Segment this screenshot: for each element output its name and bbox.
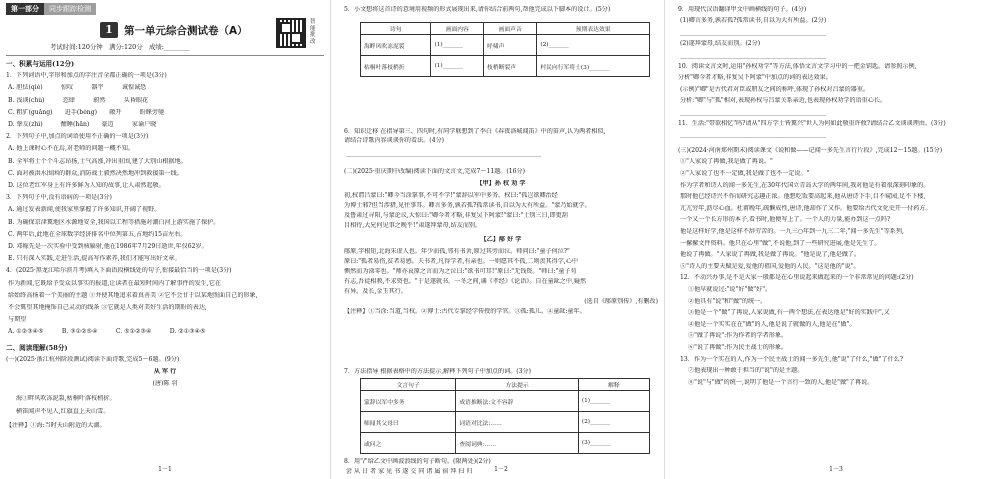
test-meta: 考试时间:120分钟 满分:120分 成绩:________ (50, 43, 190, 51)
p1-line: (一)(2025·浙江杭州阶段测试)阅读下面诗歌,完成5～6题。(9分) (6, 355, 180, 363)
track-label: 同步跟踪检测 (44, 3, 96, 15)
p1-line: 4．(2025·黑龙江哈尔滨月考)填入下面语段横线处的句子,衔接最恰当的一项是(3分) (6, 267, 232, 275)
method-table-cell: (1)_______ (578, 391, 649, 412)
p3-line: (三)(2024·河南郑州期末)阅读课文《说和做——记闻一多先生言行片段》,完成12～15题。(15分) (678, 146, 943, 154)
p3-line: (1)卿言多务,孰若孤?孤常读书,自以为大有所益。(2分) (680, 17, 827, 25)
method-table-row (361, 412, 650, 433)
p3-line: ________________________________________________ (680, 28, 827, 36)
p1-line: A. 通过发表新闻,使我家里掌握了许多知识,开阔了视野。 (8, 206, 161, 214)
p3-line: ④他是一个实实在在"做"的人,他是说了就做的人,他是在"做"。 (688, 320, 856, 328)
p2-line: 6．知识迁移 在指导第三、四句时,有同学联想到了李白《春夜洛城闻笛》中的笛声,认为两者相似, (344, 128, 606, 135)
script-table-row (361, 56, 650, 77)
p3-line: ⑤"做了再说":作为作者的学者形象。 (688, 332, 788, 340)
p1-line: B. 浅谈(chù) 恣肆 蔚然 头昏眼花 (8, 96, 149, 104)
p1-line: C. 粗犷(guǎng) 迸手(bèng) 敞开 盼睐旁驰 (8, 108, 165, 116)
p2-line: 原曰:"孤者易伤,贫者易感。夫书者,凡得学者,有亲也。一则愿其不孤,二则羡其得学,心中 (344, 258, 578, 265)
method-table-cell: 或问之 (361, 433, 456, 454)
p3-line: ________________________________________________ (680, 51, 827, 59)
p3-line: (2)遂拜蒙母,结友而别。(2分) (680, 40, 761, 48)
p3-line: ________________________________________________ (680, 108, 827, 116)
method-table-cell: 蒙辞以军中多务 (361, 391, 456, 412)
p2-line: (选自《邴原别传》,有删改) (584, 298, 658, 305)
p3-line: ⑦他表现出一种敢于担当的"说"的是主题。 (688, 367, 804, 375)
p3-line: ⑤"诗人的主要天赋是爱,爱他的祖国,爱他的人民。"这是他的"说"。 (680, 262, 860, 270)
p1-line: D. 邓稼先是一次实验中受到核辐射,他在1986年7月29日逝世,年仅62岁。 (8, 243, 208, 250)
p3-line: 12．不动兴办事,是不是大家一般都是在心里说起来做起来的一个非常常见的问题:(2分) (680, 274, 914, 282)
p1-line: E. 只有深入实践,走进生活,提高写作素养,我们才能写出好文章。 (8, 255, 181, 263)
page-title: 第一单元综合测试卷（A） (124, 24, 248, 37)
qr-label: 智能批改 (310, 19, 316, 45)
script-table-row (361, 35, 650, 56)
p1-line: B. 为确保京津冀地区水源地安全,我国以工程等措施对潮白河上游实施了保护。 (8, 218, 220, 226)
method-table-header: 方法提示 (456, 379, 578, 391)
p1-line: 从 军 行 (153, 368, 177, 375)
p2-line: 邴原,字根矩,北海朱虚人也。年少而孤,邻有书舍,原过其旁而泣。师问曰:"童子何泣?" (344, 248, 570, 255)
p3-line: ①他早就说过:"说"好"做"好"。 (688, 286, 772, 293)
p3-line: ________________________________________________ (680, 131, 827, 139)
p1-line: A. 他上课时心不在焉,对老师的问题一概不知。 (8, 145, 134, 153)
p3-line: 他说了再做。"人家说了再做,我是做了再说。"他是说了,他是做了。 (680, 251, 861, 259)
part-label: 第一部分 (6, 3, 44, 15)
script-design-table (360, 22, 650, 77)
p1-line: 【注释】①海:当时天山附近的大湖。 (6, 421, 106, 429)
p1-line: 1．下列词语中,字形和加点的字注音全都正确的一项是(3分) (6, 72, 167, 80)
method-table-cell: (3)_______ (578, 433, 649, 454)
p3-line: ⑧"说"与"做"的统一,说明了他是一个言行一致的人,他是"做"了再说。 (688, 378, 874, 386)
p1-line: C. 两年后,此地在全球数字经济排名中位列第五,占地约15亩左右。 (8, 230, 187, 238)
p1-line: 横笛闻声不见人,红旗直上天山雪。 (16, 407, 110, 415)
p1-line: B. 全军将士个个斗志昂扬,士气高涨,冲出重围,建了大别山根据地。 (8, 157, 187, 165)
p2-line: 【注释】①当涂:当道,当权。②博士:古代专掌经学传授的学官。③孤:孤儿。④童龀:童年。 (344, 308, 586, 315)
section-banner (6, 3, 96, 15)
p3-line: (示例)"卿"是古代君对臣或朋友之间的称呼,体现了孙权对吕蒙的器重。 (680, 85, 870, 93)
p2-line: 7．方法指导 根据表格中的方法提示,解释下列句子中加点的词。(3分) (344, 368, 532, 375)
p1-line: A. 胆怯(qiè) 惊叹 器宇 诚惶诚恐 (8, 84, 147, 92)
p3-line: 一摞摞文件资料。他只在心里"做",不说他,到了一些研究进展,他是先生了。 (680, 239, 881, 247)
p1-line: 二、阅读理解(58分) (6, 343, 68, 352)
script-table-header: 画面声音 (484, 23, 537, 35)
method-table-row (361, 391, 650, 412)
p2-line: 有异。及长,金玉其行。 (344, 288, 407, 295)
p1-line: 与期望 (8, 316, 27, 324)
method-table-header: 解释 (578, 379, 649, 391)
p1-line: 一、积累与运用(12分) (6, 60, 75, 68)
page-footer: 1－2 (494, 466, 508, 473)
p3-line: 13．作为一个实在的人,作为一个民主战士的闻一多先生,他"说"了什么,"做"了什么? (680, 355, 904, 363)
method-table-cell: 查阅词典:…… (456, 433, 578, 454)
script-table-cell: 海畔风吹冻泥裂 (361, 35, 431, 56)
p3-line: 他是这样好学,他是这样不辞劳苦的。一九三○年到一九三二年,"闻一多先生"等系列, (680, 228, 904, 235)
divider (6, 55, 324, 56)
p2-line: 【乙】邴 好 学 (480, 236, 522, 243)
p2-line: 请结合诗歌内容谈谈你的看法。(4分) (344, 137, 445, 144)
script-table-header: 预期表达效果 (537, 23, 650, 35)
p2-line: 有志,吾徒相教,不求资也。"于是遂就书。一冬之间,诵《孝经》《论语》。自在童龀之中,嶷然 (344, 278, 587, 285)
p3-line: ②他具有"说"和"做"的统一。 (688, 297, 767, 305)
p3-line: ③他是一个"做"了再说,人家说做,有一两个想法,在表达他是"好的实践中",又 (688, 309, 890, 317)
script-table-cell: (2)_______ (537, 35, 650, 56)
p1-line: D. 挚友(zhì) 酣睡(hān) 豪迈 家谕户晓 (8, 121, 157, 128)
p1-line: 2．下列句子中,加点的词语使用不正确的一项是(3分) (6, 133, 149, 141)
test-number: 1 (100, 22, 118, 38)
p2-line: 初,权谓吕蒙曰:"卿今当涂掌事,不可不学!"蒙辞以军中多务。权曰:"孤岂欲卿治经 (344, 192, 558, 199)
p3-line: ②"人家说了也不一定做,我是做了也不一定说。" (680, 170, 810, 177)
page-footer: 1－3 (829, 466, 843, 473)
script-table-header: 诗句 (361, 23, 431, 35)
p3-line: 作为学者和诗人的闻一多先生,在30年代国立青岛大学的两年间,我对他是有着很深刻印象的。 (680, 181, 930, 189)
p1-line: 作为新闻,它既给予受众以事实的报道,让读者在最短时间内了解事件的发生,它在 (8, 279, 221, 287)
method-table-cell: (2)_______ (578, 412, 649, 433)
p1-line: 给始终高扬着一个美丽的主题 ①并使其地追求着真善美 ②它不会甘于以某地照面自己的形象, (8, 291, 258, 299)
p3-line: ⑥"说了再做":作为民主战士的形象。 (688, 344, 788, 351)
p1-line: A. ①②③④⑤ B. ③①②⑤④ C. ⑤①②③④ D. ②①③④⑤ (8, 328, 206, 336)
p3-line: 那时他已经诗兴不作而研究志趣正浓。他想吃饭要高起来,他从唐诗下手,目不窥园,足不下楼, (680, 193, 926, 201)
script-table-cell: 枯桐叶落枝梢折 (361, 56, 431, 77)
p1-line: D. 这位老红军身上有许多鲜为人知的故事,让人肃然起敬。 (8, 182, 165, 189)
script-table-cell: 呼啸声 (484, 35, 537, 56)
page-1 (0, 0, 331, 479)
p3-line: 9．用现代汉语翻译甲文中画横线的句子。(4分) (678, 6, 807, 13)
method-table-header: 文言句子 (361, 379, 456, 391)
script-table-cell: 枝梢断裂声 (484, 56, 537, 77)
p2-line: 8．用"/"给乙文中画波浪线的句子断句。(限两处)(2分) (344, 458, 491, 465)
page-footer: 1－1 (158, 466, 172, 473)
script-table-cell: (1)_______ (431, 56, 484, 77)
p2-line: 目相待,大兄何见事之晚乎!"肃遂拜蒙母,结友而别。 (344, 222, 482, 229)
script-table-header: 画面内容 (431, 23, 484, 35)
p3-line: 一个又一个长方形的本子,看书时,他便写上了。一个人的力量,能办到这一点吗? (680, 216, 891, 224)
method-table (360, 378, 650, 454)
method-table-cell: 词语对比法:…… (456, 412, 578, 433)
p3-line: ①"人家说了再做,我是做了再说。" (680, 158, 773, 166)
p1-line: (唐)陈 羽 (152, 380, 178, 388)
p2-line: 尝 从 日 者 家 见 书 遂 交 同 诸 属 宿 拜 扫 归 (346, 468, 473, 475)
test-title-box (100, 22, 248, 38)
method-table-row (361, 433, 650, 454)
p2-line: 恻然而为涕零也。"师亦哀原之言而为之泣曰:"欲书可耳!"原曰:"无钱资。"师曰:"童子苟 (344, 268, 577, 275)
p1-line: C. 面对被洪水围困的群众,消防战士毅然决然地冲到救援第一线。 (8, 169, 183, 177)
p3-line: 分析:"卿"与"孤"相对,表现孙权与吕蒙关系亲近,也表现孙权劝学的语重心长。 (680, 97, 887, 105)
method-table-cell: 师闻其父母曰 (361, 412, 456, 433)
p2-line: 及鲁肃过寻阳,与蒙论议,大惊曰:"卿今者才略,非复吴下阿蒙!"蒙曰:"士别三日,即更刮 (344, 212, 568, 219)
p3-line: 11．生活:"带欲相忆"吗?请从"四方学士皆冀兴"世人为何如此敬重许攸?请结合乙文谈谈理由。(3分) (678, 120, 946, 127)
p1-line: 不会冀望其地掩饰自己灵动的线条 ③它就是人类对美好生活的期盼的表达, (8, 304, 207, 311)
p2-line: (二)(2025·重庆期中改编)阅读下面的文言文,完成7～11题。(16分) (344, 168, 526, 175)
method-table-cell: 成语推断法:文不容辞 (456, 391, 578, 412)
p2-line: 【甲】孙 权 劝 学 (476, 180, 526, 187)
p3-line: 分析"卿今者才略,非复吴下阿蒙"中加点的词的表达效果。 (678, 74, 832, 82)
page-3 (672, 0, 1000, 479)
p2-line: 为博士邪?但当涉猎,见往事耳。卿言多务,孰若孤?孤常读书,自以为大有所益。"蒙乃始就学。 (344, 202, 591, 209)
p3-line: 兀兀穷年,沥尽心血。杜甫晚年,疏懒成性,唐诗,他却作了又作。他要给古代文化史开一付药方。 (680, 204, 932, 212)
p2-line: 5．小文想将这首诗的意境用视频的形式展现出来,请你结合前两句,帮他完成以下脚本的设计。(5分) (344, 6, 611, 13)
p2-line: ________________________________________________________________ (346, 150, 541, 157)
page-2 (338, 0, 665, 479)
p1-line: 3．下列句子中,没有语病的一项是(3分) (6, 194, 112, 202)
script-table-cell: (1)_______ (431, 35, 484, 56)
p3-line: 10．阅读文言文时,运用"孙权劝学"等方法,体悟文言文学习中的一把金钥匙。请参照示例, (678, 63, 917, 70)
p1-line: 海①畔风吹冻泥裂,枯桐叶落枝梢折。 (16, 395, 116, 403)
script-table-cell: 村民向行军将士(3)_______ (537, 56, 650, 77)
